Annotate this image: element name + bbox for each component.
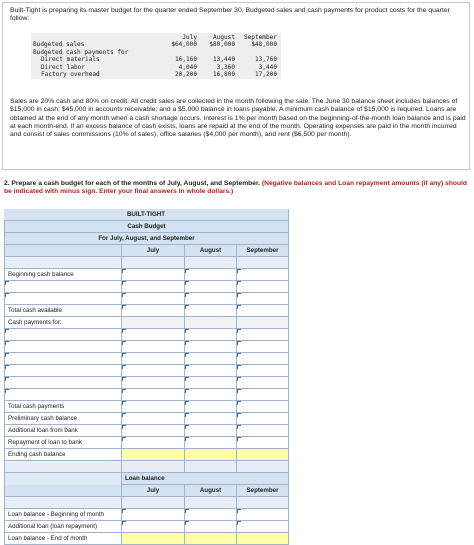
loan-header-blank xyxy=(4,473,122,485)
intro-text: Built-Tight is preparing its master budget for the quarter ended September 30. Budgeted sales and cash payments for product costs for the quarter follow: xyxy=(10,7,450,23)
row-ending-cash xyxy=(4,449,468,461)
row-payments-for xyxy=(4,317,468,329)
header-period-row xyxy=(4,233,468,245)
total-payments-august-input[interactable] xyxy=(185,401,237,413)
payments-for-label: Cash payments for: xyxy=(4,317,122,329)
budget-header-july: July xyxy=(182,34,197,41)
spacer-row xyxy=(4,497,468,509)
ending-cash-august-total xyxy=(185,449,237,461)
budget-data-table xyxy=(31,33,281,79)
beginning-cash-september-input[interactable] xyxy=(237,269,289,281)
budget-value: 3,440 xyxy=(258,63,277,71)
budget-value: 17,200 xyxy=(254,70,277,78)
spacer-cell xyxy=(4,461,122,473)
preliminary-september-input[interactable] xyxy=(237,413,289,425)
payment-july-input[interactable] xyxy=(122,365,185,377)
row-beginning-cash xyxy=(4,269,468,281)
row-payment-5 xyxy=(4,377,468,389)
beginning-cash-august-input[interactable] xyxy=(185,269,237,281)
budget-row-label: Direct materials xyxy=(41,56,100,64)
budget-row-label: Budgeted sales xyxy=(33,41,85,49)
loan-additional-label: Additional loan (loan repayment) xyxy=(4,521,122,533)
payment-july-input[interactable] xyxy=(122,353,185,365)
beginning-cash-label: Beginning cash balance xyxy=(4,269,122,281)
header-title: Cash Budget xyxy=(4,221,289,233)
repayment-september-input[interactable] xyxy=(237,437,289,449)
budget-row-label: Budgeted cash payments for xyxy=(33,48,129,56)
row-repayment xyxy=(4,437,468,449)
spacer-cell xyxy=(4,497,122,509)
payment-label-input[interactable] xyxy=(4,353,122,365)
row-payment-2 xyxy=(4,341,468,353)
budget-value: 16,160 xyxy=(174,56,197,64)
row-total-payments xyxy=(4,401,468,413)
row-loan-end xyxy=(4,533,468,545)
question-highlight: (Negative balances and Loan repayment amounts (if any) should be indicated with minus sign. Enter your final answers in whole dollars.) xyxy=(4,180,468,196)
spacer-cell xyxy=(4,257,122,269)
payment-july-input[interactable] xyxy=(122,329,185,341)
spacer-cell xyxy=(237,461,289,473)
spacer-cell xyxy=(185,461,237,473)
payment-august-input[interactable] xyxy=(185,365,237,377)
loan-beginning-august-input[interactable] xyxy=(185,509,237,521)
budget-row-label: Direct labor xyxy=(41,63,86,71)
budget-value: 20,200 xyxy=(174,70,197,78)
col-header-july: July xyxy=(122,245,185,257)
payment-label-input[interactable] xyxy=(4,329,122,341)
additional-loan-label: Additional loan from bank xyxy=(4,425,122,437)
budget-row-factory-overhead xyxy=(33,71,279,78)
loan-additional-september-input[interactable] xyxy=(237,521,289,533)
spacer-cell xyxy=(122,497,185,509)
payment-september-input[interactable] xyxy=(237,365,289,377)
problem-statement-panel xyxy=(2,2,470,170)
additional-loan-july-input[interactable] xyxy=(122,425,185,437)
question-prefix: 2. Prepare a cash budget for each of the months of July, August, and September. xyxy=(4,180,261,187)
repayment-august-input[interactable] xyxy=(185,437,237,449)
row-payment-6 xyxy=(4,389,468,401)
spacer-row xyxy=(4,257,468,269)
loan-beginning-july-input[interactable] xyxy=(122,509,185,521)
budget-value: 4,040 xyxy=(178,63,197,71)
row-payment-1 xyxy=(4,329,468,341)
payment-september-input[interactable] xyxy=(237,353,289,365)
preliminary-august-input[interactable] xyxy=(185,413,237,425)
loan-col-july: July xyxy=(122,485,185,497)
payment-july-input[interactable] xyxy=(122,341,185,353)
ending-cash-label: Ending cash balance xyxy=(4,449,122,461)
payment-september-input[interactable] xyxy=(237,341,289,353)
payment-august-input[interactable] xyxy=(185,377,237,389)
total-payments-september-input[interactable] xyxy=(237,401,289,413)
question-instructions xyxy=(4,180,472,196)
budget-value: 3,360 xyxy=(216,63,235,71)
budget-value: $48,000 xyxy=(251,41,277,49)
payment-label-input[interactable] xyxy=(4,365,122,377)
spacer-cell xyxy=(122,461,185,473)
loan-balance-title: Loan balance xyxy=(122,473,289,485)
loan-end-july-total xyxy=(122,533,185,545)
row-loan-beginning xyxy=(4,509,468,521)
repayment-label: Repayment of loan to bank xyxy=(4,437,122,449)
total-payments-label: Total cash payments xyxy=(4,401,122,413)
assumptions-paragraph: Sales are 20% cash and 80% on credit. All credit sales are collected in the month following the sale. The June 30 balance sheet includes balances of $15,000 in cash; $45,000 in accounts receivable; and a $5,000 balance in loans payable. A minimum cash balance of $15,000 is required. Loans are obtained at the end of any month when a cash shortage occurs. Interest is 1% per month based on the beginning-of-the-month loan balance and is paid at each month-end. If an excess balance of cash exists, loans are repaid at the end of the month. Operating expenses are paid in the month incurred and consist of sales commissions (10% of sales), office salaries ($4,000 per month), and rent ($6,500 per month). xyxy=(10,98,466,139)
total-available-label: Total cash available xyxy=(4,305,122,317)
header-months-blank xyxy=(4,245,122,257)
payment-label-input[interactable] xyxy=(4,341,122,353)
row-loan-additional xyxy=(4,521,468,533)
header-title-row xyxy=(4,221,468,233)
loan-additional-august-input[interactable] xyxy=(185,521,237,533)
payment-july-input[interactable] xyxy=(122,377,185,389)
payment-label-input[interactable] xyxy=(4,377,122,389)
loan-additional-july-input[interactable] xyxy=(122,521,185,533)
loan-end-august-total xyxy=(185,533,237,545)
payment-july-input[interactable] xyxy=(122,389,185,401)
loan-end-label: Loan balance - End of month xyxy=(4,533,122,545)
budget-value: $80,000 xyxy=(209,41,235,49)
receipt-august-input[interactable] xyxy=(185,293,237,305)
row-payment-4 xyxy=(4,365,468,377)
receipt-august-input[interactable] xyxy=(185,281,237,293)
budget-row-direct-labor xyxy=(33,64,279,71)
loan-months-blank xyxy=(4,485,122,497)
payment-august-input[interactable] xyxy=(185,389,237,401)
col-header-september: September xyxy=(237,245,289,257)
budget-row-sales xyxy=(33,41,279,48)
header-months-row xyxy=(4,245,468,257)
budget-header-blank xyxy=(33,34,159,41)
payment-label-input[interactable] xyxy=(4,389,122,401)
loan-end-september-total xyxy=(237,533,289,545)
total-payments-july-input[interactable] xyxy=(122,401,185,413)
receipt-september-input[interactable] xyxy=(237,281,289,293)
budget-row-direct-materials xyxy=(33,56,279,63)
header-period: For July, August, and September xyxy=(4,233,289,245)
payment-september-input[interactable] xyxy=(237,389,289,401)
ending-cash-july-total xyxy=(122,449,185,461)
row-additional-loan xyxy=(4,425,468,437)
payment-september-input[interactable] xyxy=(237,377,289,389)
payment-september-input[interactable] xyxy=(237,329,289,341)
row-preliminary xyxy=(4,413,468,425)
ending-cash-september-total xyxy=(237,449,289,461)
additional-loan-september-input[interactable] xyxy=(237,425,289,437)
total-available-july-input[interactable] xyxy=(122,305,185,317)
additional-loan-august-input[interactable] xyxy=(185,425,237,437)
payment-august-input[interactable] xyxy=(185,353,237,365)
beginning-cash-july-input[interactable] xyxy=(122,269,185,281)
loan-col-september: September xyxy=(237,485,289,497)
payment-august-input[interactable] xyxy=(185,329,237,341)
preliminary-july-input[interactable] xyxy=(122,413,185,425)
row-payment-3 xyxy=(4,353,468,365)
payments-for-july-blank xyxy=(122,317,185,329)
loan-col-august: August xyxy=(185,485,237,497)
spacer-row xyxy=(4,461,468,473)
receipt-july-input[interactable] xyxy=(122,281,185,293)
spacer-cell xyxy=(185,257,237,269)
spacer-cell xyxy=(122,257,185,269)
repayment-july-input[interactable] xyxy=(122,437,185,449)
payments-for-september-blank xyxy=(237,317,289,329)
total-available-september-input[interactable] xyxy=(237,305,289,317)
budget-header-row xyxy=(33,34,279,41)
spacer-cell xyxy=(237,497,289,509)
budget-value: 13,760 xyxy=(254,56,277,64)
budget-value: $64,000 xyxy=(171,41,197,49)
receipt-july-input[interactable] xyxy=(122,293,185,305)
budget-row-label: Factory overhead xyxy=(41,70,100,78)
header-company-row xyxy=(4,209,468,221)
row-receipts-1 xyxy=(4,281,468,293)
total-available-august-input[interactable] xyxy=(185,305,237,317)
spacer-cell xyxy=(237,257,289,269)
receipt-label-input[interactable] xyxy=(4,281,122,293)
row-total-available xyxy=(4,305,468,317)
budget-value: 13,440 xyxy=(212,56,235,64)
budget-header-august: August xyxy=(212,34,235,41)
loan-beginning-september-input[interactable] xyxy=(237,509,289,521)
receipt-label-input[interactable] xyxy=(4,293,122,305)
col-header-august: August xyxy=(185,245,237,257)
budget-value: 16,800 xyxy=(212,70,235,78)
loan-months-row xyxy=(4,485,468,497)
receipt-september-input[interactable] xyxy=(237,293,289,305)
budget-row-payments-for xyxy=(33,49,279,56)
payments-for-august-blank xyxy=(185,317,237,329)
loan-beginning-label: Loan balance - Beginning of month xyxy=(4,509,122,521)
spacer-cell xyxy=(185,497,237,509)
header-company: BUILT-TIGHT xyxy=(4,209,289,221)
payment-august-input[interactable] xyxy=(185,341,237,353)
preliminary-label: Preliminary cash balance xyxy=(4,413,122,425)
loan-header-row xyxy=(4,473,468,485)
row-receipts-2 xyxy=(4,293,468,305)
budget-header-september: September xyxy=(243,34,277,41)
